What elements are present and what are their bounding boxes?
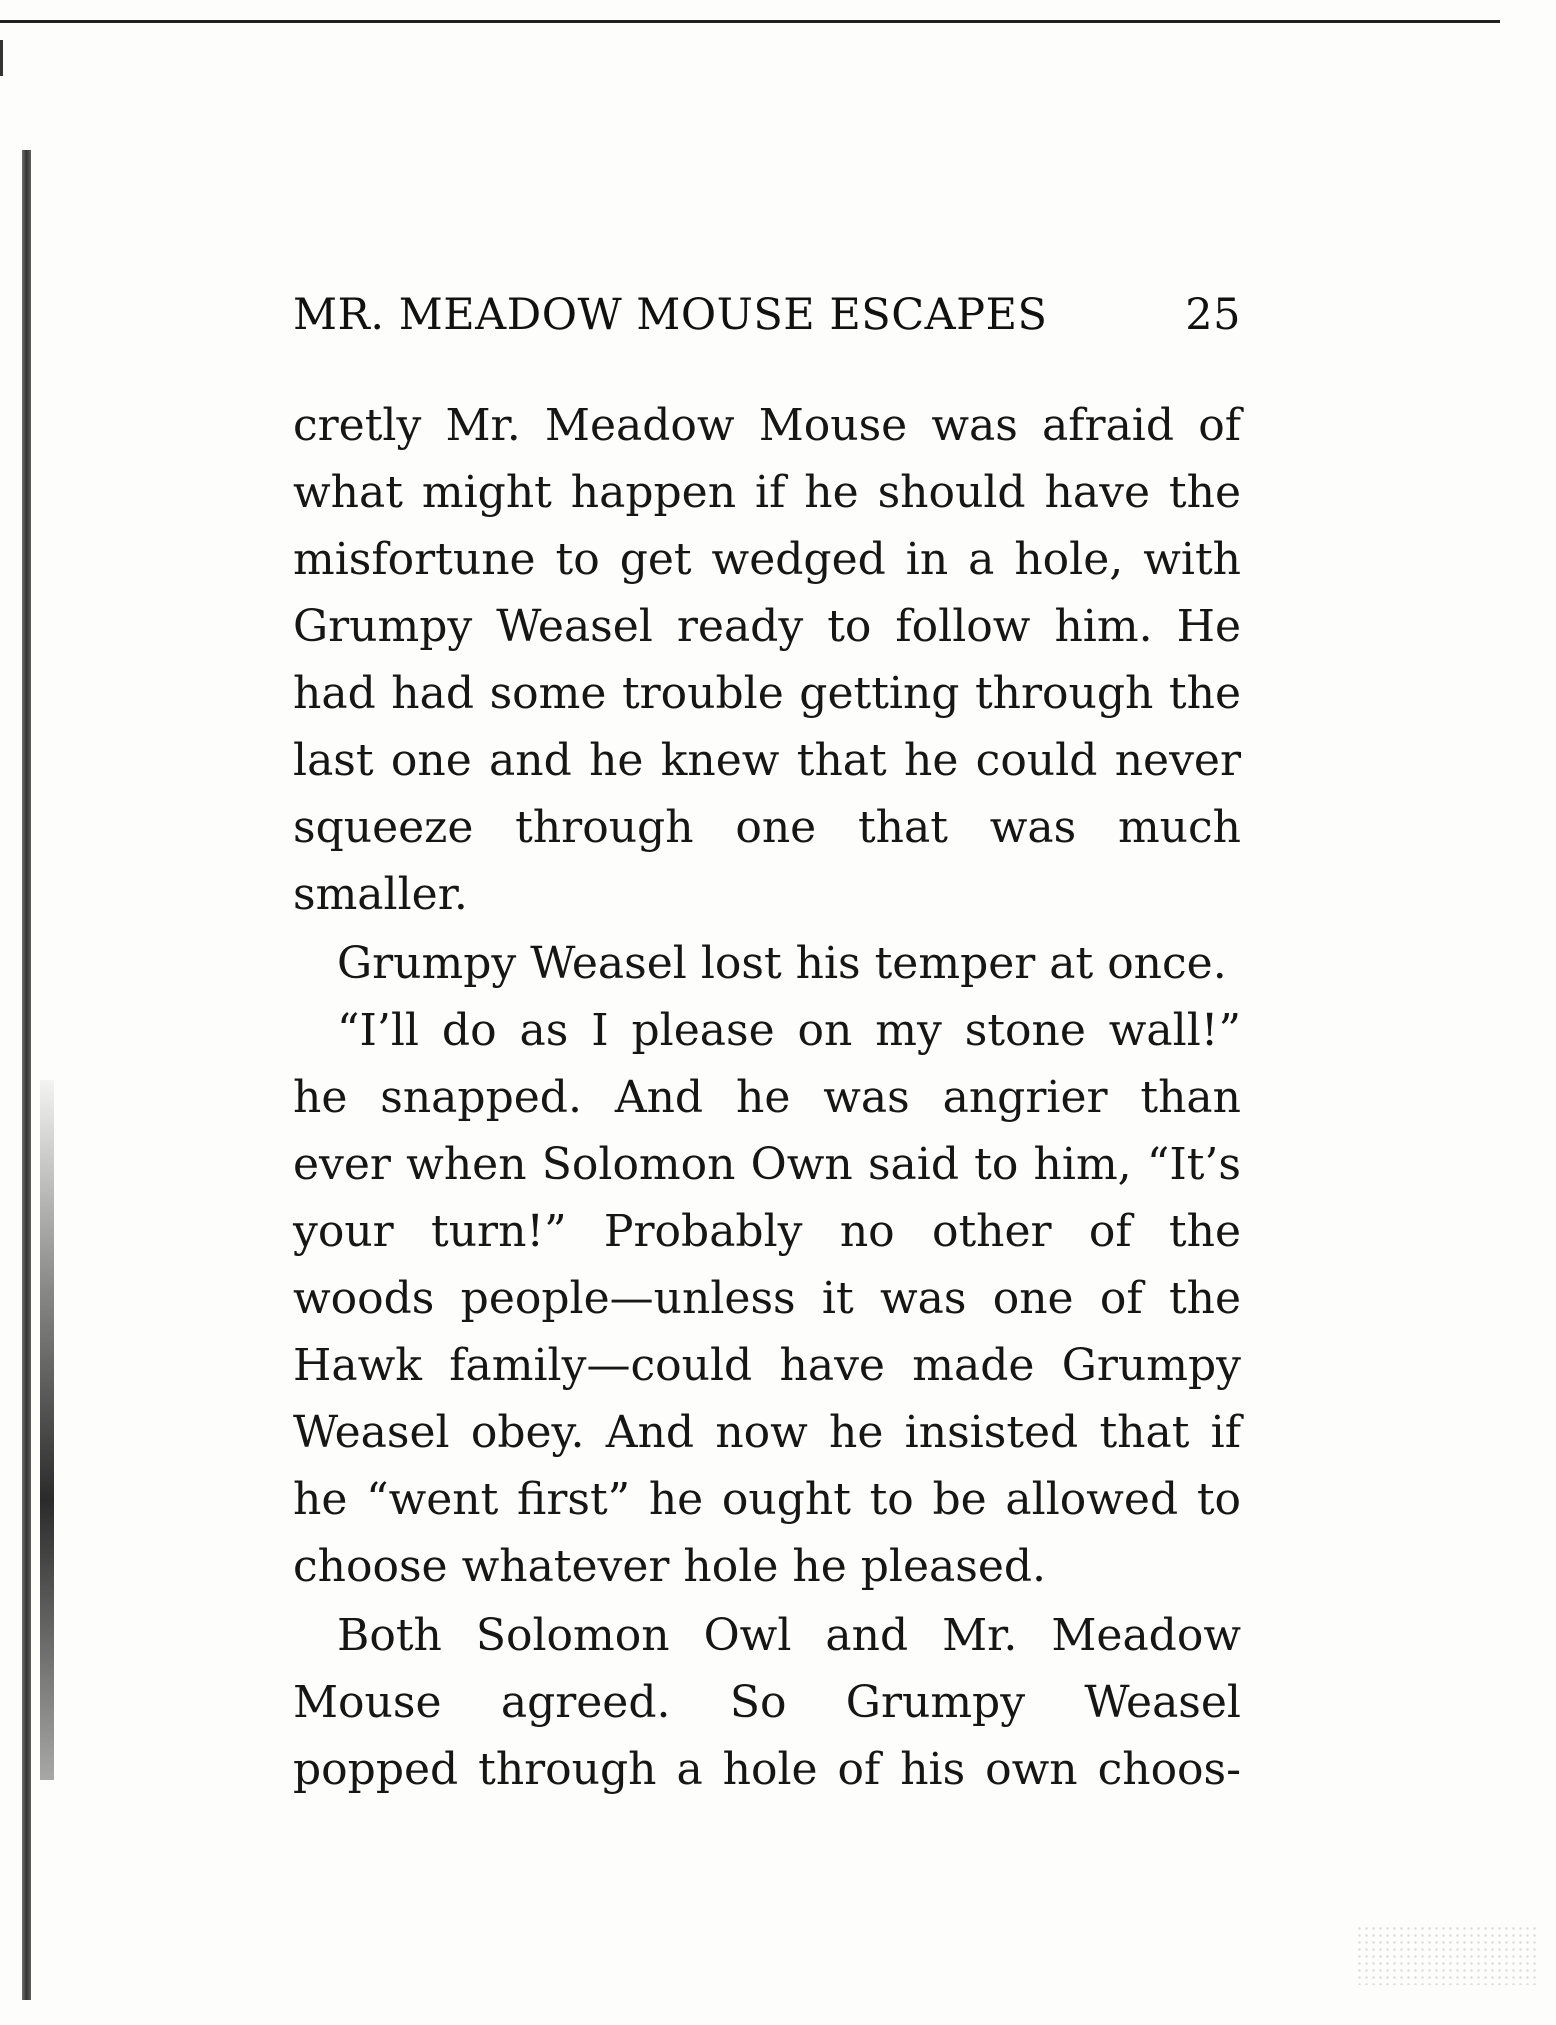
text-line: he “went first” he ought to be allowed to — [293, 1474, 1241, 1525]
text-line: choose whatever hole he pleased. — [293, 1541, 1047, 1592]
text-line: woods people—unless it was one of the — [293, 1273, 1241, 1324]
text-line: had had some trouble getting through the — [293, 668, 1241, 719]
text-line: Weasel obey. And now he insisted that if — [293, 1407, 1241, 1458]
page-edge-mark — [0, 40, 3, 76]
text-line: Hawk family—could have made Grumpy — [293, 1340, 1241, 1391]
text-line: last one and he knew that he could never — [293, 735, 1241, 786]
page-top-edge — [0, 20, 1500, 23]
paragraph — [293, 1602, 1241, 1803]
paragraph — [293, 997, 1241, 1600]
text-line: cretly Mr. Meadow Mouse was afraid of — [293, 400, 1241, 451]
text-line: “I’ll do as I please on my stone wall!” — [337, 1005, 1241, 1056]
text-line: Mouse agreed. So Grumpy Weasel — [293, 1677, 1241, 1728]
running-head-title: MR. MEADOW MOUSE ESCAPES — [293, 290, 1048, 340]
text-line: Both Solomon Owl and Mr. Meadow — [337, 1610, 1241, 1661]
text-line: squeeze through one that was much — [293, 802, 1241, 853]
binding-smudge — [40, 1080, 54, 1780]
text-line: ever when Solomon Own said to him, “It’s — [293, 1139, 1241, 1190]
text-line: your turn!” Probably no other of the — [293, 1206, 1241, 1257]
text-line: popped through a hole of his own choos- — [293, 1744, 1241, 1795]
paragraph — [293, 392, 1241, 928]
text-line: what might happen if he should have the — [293, 467, 1241, 518]
paper-specks — [1356, 1925, 1536, 1985]
running-head — [293, 290, 1241, 340]
binding-shadow — [22, 150, 31, 2000]
text-line: Grumpy Weasel lost his temper at once. — [337, 938, 1227, 989]
text-line: misfortune to get wedged in a hole, with — [293, 534, 1241, 585]
text-line: Grumpy Weasel ready to follow him. He — [293, 601, 1241, 652]
text-line: he snapped. And he was angrier than — [293, 1072, 1241, 1123]
text-line: smaller. — [293, 869, 468, 920]
body-text — [293, 392, 1241, 1803]
paragraph — [293, 930, 1241, 997]
page-number: 25 — [1185, 290, 1241, 340]
